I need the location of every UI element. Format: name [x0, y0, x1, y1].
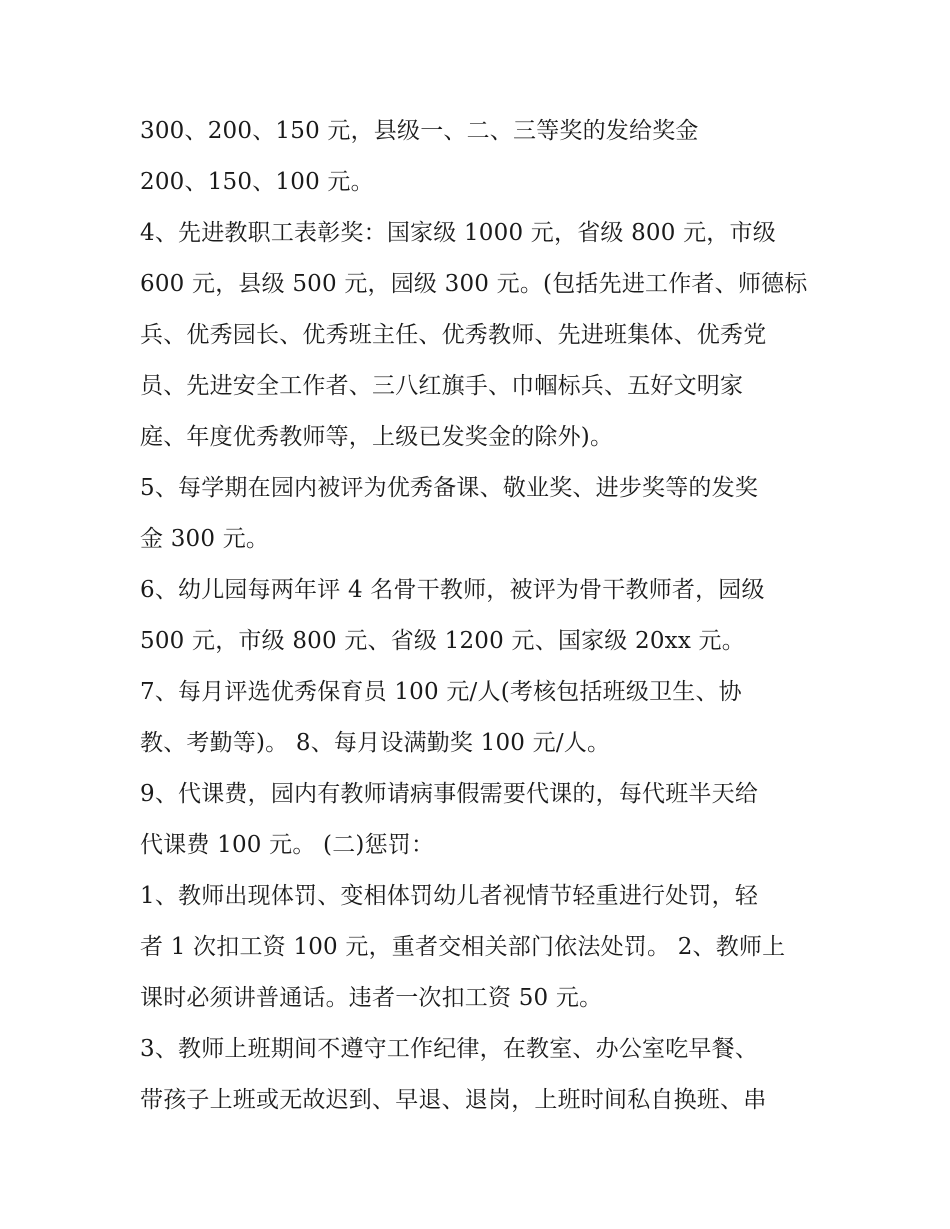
text-line: 课时必须讲普通话。违者一次扣工资 50 元。 [140, 985, 603, 1011]
text-line: 200、150、100 元。 [140, 169, 374, 195]
text-line: 员、先进安全工作者、三八红旗手、巾帼标兵、五好文明家 [140, 373, 744, 399]
text-line: 金 300 元。 [140, 526, 270, 552]
text-line: 4、先进教职工表彰奖：国家级 1000 元，省级 800 元，市级 [140, 220, 776, 246]
text-line: 代课费 100 元。 (二)惩罚： [140, 832, 435, 858]
text-line: 7、每月评选优秀保育员 100 元/人(考核包括班级卫生、协 [140, 679, 742, 705]
text-line: 300、200、150 元，县级一、二、三等奖的发给奖金 [140, 118, 699, 144]
text-line: 500 元，市级 800 元、省级 1200 元、国家级 20xx 元。 [140, 628, 745, 654]
text-line: 教、考勤等)。 8、每月设满勤奖 100 元/人。 [140, 730, 611, 756]
text-line: 3、教师上班期间不遵守工作纪律，在教室、办公室吃早餐、 [140, 1036, 759, 1062]
text-line: 5、每学期在园内被评为优秀备课、敬业奖、进步奖等的发奖 [140, 475, 759, 501]
text-line: 9、代课费，园内有教师请病事假需要代课的，每代班半天给 [140, 781, 759, 807]
text-line: 600 元，县级 500 元，园级 300 元。(包括先进工作者、师德标 [140, 271, 808, 297]
text-line: 兵、优秀园长、优秀班主任、优秀教师、先进班集体、优秀党 [140, 322, 767, 348]
document-body [140, 106, 820, 1126]
text-line: 者 1 次扣工资 100 元，重者交相关部门依法处罚。 2、教师上 [140, 934, 786, 960]
text-line: 6、幼儿园每两年评 4 名骨干教师，被评为骨干教师者，园级 [140, 577, 765, 603]
text-line: 1、教师出现体罚、变相体罚幼儿者视情节轻重进行处罚，轻 [140, 883, 759, 909]
text-line: 庭、年度优秀教师等，上级已发奖金的除外)。 [140, 424, 614, 450]
text-line: 带孩子上班或无故迟到、早退、退岗，上班时间私自换班、串 [140, 1087, 767, 1113]
